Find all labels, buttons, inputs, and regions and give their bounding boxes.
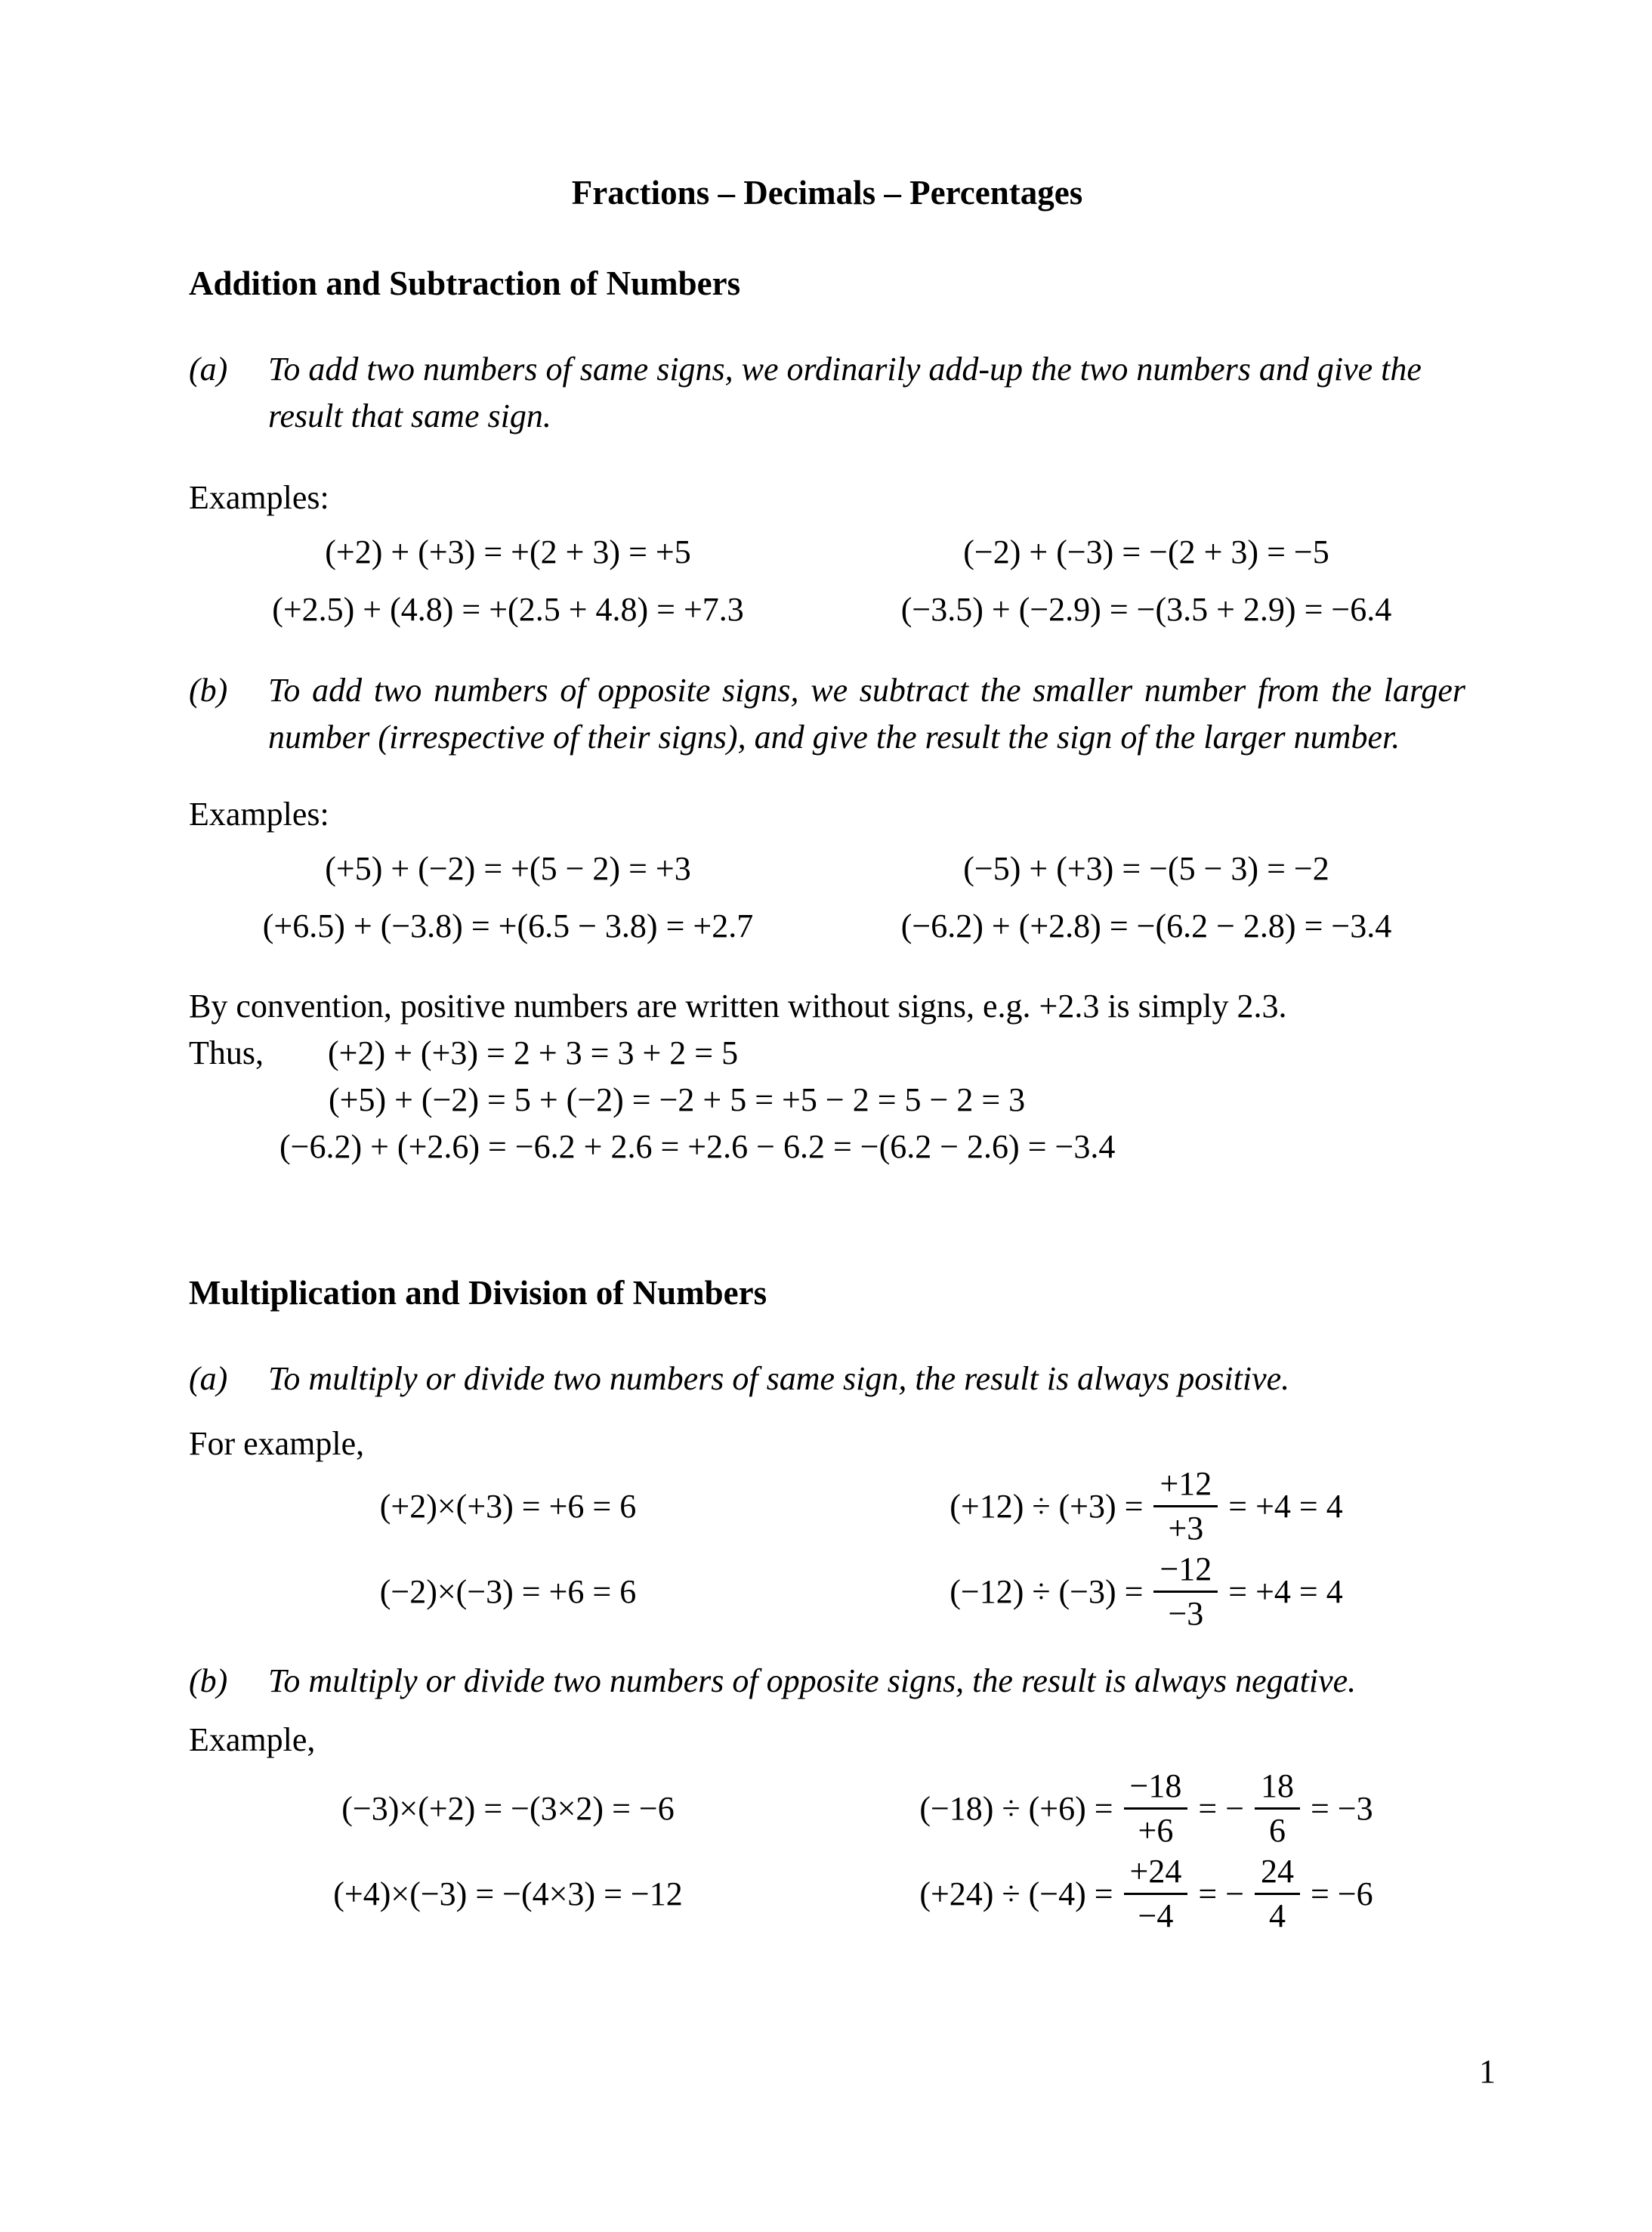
equation-row	[189, 1855, 1465, 1933]
equation: (+2) + (+3) = +(2 + 3) = +5	[325, 533, 691, 570]
equation-cell	[189, 903, 827, 950]
item-marker-a: (a)	[189, 351, 228, 388]
equation-lhs: (+24) ÷ (−4) =	[919, 1875, 1113, 1912]
equation-cell	[827, 903, 1465, 950]
item-marker-b: (b)	[189, 672, 228, 709]
paragraph-text: To multiply or divide two numbers of opposite signs, the result is always negative.	[268, 1662, 1357, 1699]
equation: (−5) + (+3) = −(5 − 3) = −2	[963, 850, 1329, 887]
examples-label-2: Examples:	[189, 796, 329, 833]
fraction-numerator: +12	[1153, 1467, 1218, 1507]
equation-lhs: (+12) ÷ (+3) =	[950, 1487, 1144, 1525]
equation: (−3)×(+2) = −(3×2) = −6	[341, 1789, 675, 1827]
equation-cell	[189, 1467, 827, 1545]
equation-row	[189, 1767, 1465, 1849]
fraction	[1153, 1467, 1218, 1545]
equation-cell	[827, 1855, 1465, 1933]
equation: (−2) + (−3) = −(2 + 3) = −5	[963, 533, 1329, 570]
fraction-denominator: +6	[1138, 1812, 1174, 1849]
fraction-numerator: −18	[1124, 1770, 1188, 1810]
fraction-numerator: 24	[1255, 1855, 1300, 1895]
for-example-label: For example,	[189, 1425, 365, 1462]
equation-row	[189, 529, 1465, 576]
paragraph-multiplication-a	[189, 1356, 1465, 1402]
fraction-numerator: +24	[1124, 1855, 1188, 1895]
equation-row	[189, 1467, 1465, 1545]
equation: (+2) + (+3) = 2 + 3 = 3 + 2 = 5	[328, 1034, 739, 1071]
equation-row	[189, 1550, 1465, 1632]
equation-cell	[827, 846, 1465, 892]
thus-line-3	[189, 1124, 1465, 1170]
thus-line-2	[189, 1077, 1465, 1124]
paragraph-addition-a	[189, 346, 1465, 440]
examples-label-1: Examples:	[189, 479, 329, 516]
equation-lhs: (−12) ÷ (−3) =	[950, 1572, 1144, 1610]
equation-cell	[189, 846, 827, 892]
equation: (−3.5) + (−2.9) = −(3.5 + 2.9) = −6.4	[900, 591, 1392, 628]
equation-cell	[827, 1767, 1465, 1849]
equation-row	[189, 903, 1465, 950]
equation: (−2)×(−3) = +6 = 6	[379, 1572, 637, 1610]
equation-cell	[189, 1770, 827, 1847]
equation-row	[189, 846, 1465, 892]
equation: (−6.2) + (+2.6) = −6.2 + 2.6 = +2.6 − 6.2 = −(6.2 − 2.6) = −3.4	[279, 1128, 1116, 1165]
page-title: Fractions – Decimals – Percentages	[571, 174, 1083, 212]
fraction-denominator: 6	[1269, 1812, 1286, 1849]
equation-cell	[827, 529, 1465, 576]
equation-cell	[827, 586, 1465, 633]
convention-line: By convention, positive numbers are written without signs, e.g. +2.3 is simply 2.3.	[189, 988, 1287, 1025]
equation-rhs: = −6	[1311, 1875, 1373, 1912]
equation-cell	[189, 1553, 827, 1631]
fraction-numerator: 18	[1255, 1770, 1300, 1810]
paragraph-multiplication-b	[189, 1658, 1465, 1705]
paragraph-text: To multiply or divide two numbers of same sign, the result is always positive.	[268, 1360, 1290, 1397]
paragraph-addition-b	[189, 667, 1465, 761]
equation: (+6.5) + (−3.8) = +(6.5 − 3.8) = +2.7	[262, 907, 754, 944]
equation: (+2)×(+3) = +6 = 6	[379, 1487, 637, 1525]
item-marker-b: (b)	[189, 1662, 228, 1699]
equation-rhs: = +4 = 4	[1228, 1487, 1343, 1525]
fraction-denominator: −4	[1138, 1897, 1174, 1934]
thus-label: Thus,	[189, 1034, 264, 1071]
thus-line	[189, 1030, 1465, 1077]
fraction	[1153, 1550, 1218, 1632]
equation: (+5) + (−2) = +(5 − 2) = +3	[325, 850, 691, 887]
equation-lhs: (−18) ÷ (+6) =	[919, 1789, 1113, 1827]
fraction-denominator: −3	[1168, 1595, 1204, 1632]
equation-cell	[189, 529, 827, 576]
equation-mid: = −	[1198, 1789, 1245, 1827]
section-heading-addition: Addition and Subtraction of Numbers	[189, 264, 741, 302]
fraction	[1255, 1855, 1300, 1933]
section-heading-multiplication: Multiplication and Division of Numbers	[189, 1274, 767, 1312]
page-number: 1	[1479, 2053, 1496, 2090]
equation-rhs: = +4 = 4	[1228, 1572, 1343, 1610]
equation: (+4)×(−3) = −(4×3) = −12	[333, 1875, 683, 1912]
equation-cell	[827, 1550, 1465, 1632]
equation-cell	[827, 1467, 1465, 1545]
equation: (+5) + (−2) = 5 + (−2) = −2 + 5 = +5 − 2 = 5 − 2 = 3	[329, 1081, 1026, 1118]
fraction-denominator: 4	[1269, 1897, 1286, 1934]
convention-block	[189, 983, 1465, 1170]
equation-cell	[189, 1855, 827, 1933]
equation: (+2.5) + (4.8) = +(2.5 + 4.8) = +7.3	[272, 591, 744, 628]
example-label: Example,	[189, 1721, 316, 1758]
equation-mid: = −	[1198, 1875, 1245, 1912]
equation-row	[189, 586, 1465, 633]
fraction	[1124, 1767, 1188, 1849]
fraction	[1255, 1767, 1300, 1849]
equation-cell	[189, 586, 827, 633]
fraction	[1124, 1855, 1188, 1933]
fraction-denominator: +3	[1168, 1510, 1204, 1547]
paragraph-text: To add two numbers of same signs, we ordinarily add-up the two numbers and give the result that same sign.	[268, 351, 1422, 434]
equation: (−6.2) + (+2.8) = −(6.2 − 2.8) = −3.4	[900, 907, 1392, 944]
fraction-numerator: −12	[1153, 1553, 1218, 1593]
paragraph-text: To add two numbers of opposite signs, we subtract the smaller number from the larger number (irrespective of their signs), and give the result the sign of the larger number.	[268, 672, 1465, 756]
equation-rhs: = −3	[1311, 1789, 1373, 1827]
item-marker-a: (a)	[189, 1360, 228, 1397]
